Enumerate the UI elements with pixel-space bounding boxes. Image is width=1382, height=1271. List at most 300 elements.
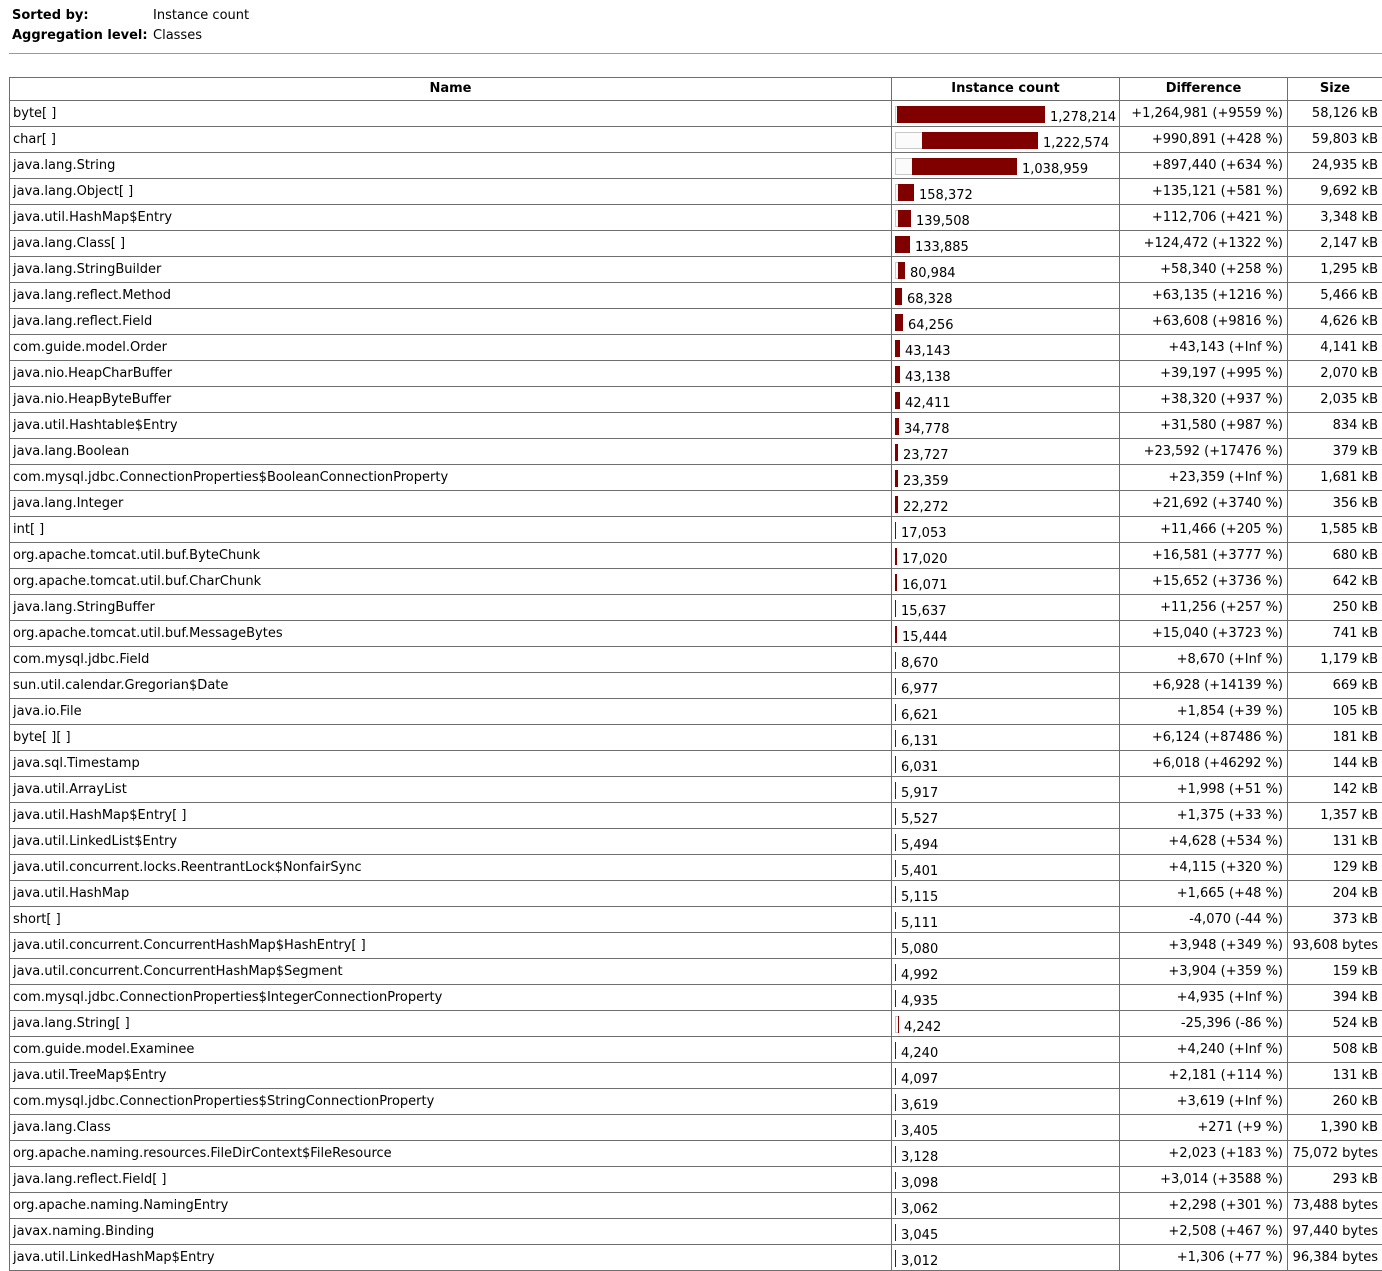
report-settings	[12, 6, 249, 46]
sorted-by-row	[12, 6, 249, 26]
table-row[interactable]	[10, 205, 1382, 231]
instance-count-value: 3,062	[901, 1202, 938, 1218]
instance-count-cell	[892, 907, 1120, 933]
sorted-by-value: Instance count	[153, 6, 249, 26]
table-header-row	[10, 78, 1382, 101]
column-header-size[interactable]: Size	[1288, 78, 1382, 101]
table-row[interactable]	[10, 1089, 1382, 1115]
instance-count-cell	[892, 621, 1120, 647]
instance-count-cell	[892, 959, 1120, 985]
instance-count-value: 4,242	[904, 1020, 941, 1036]
size-cell: 142 kB	[1288, 777, 1382, 803]
instance-count-value: 17,053	[901, 526, 947, 542]
instance-count-value: 8,670	[901, 656, 938, 672]
table-row[interactable]	[10, 179, 1382, 205]
instance-count-bar	[895, 340, 900, 357]
instance-count-cell	[892, 309, 1120, 335]
table-row[interactable]	[10, 1219, 1382, 1245]
instance-count-cell	[892, 855, 1120, 881]
instance-count-cell	[892, 439, 1120, 465]
instance-count-value: 1,038,959	[1022, 162, 1088, 178]
class-name-cell: org.apache.naming.resources.FileDirContext$FileResource	[10, 1141, 892, 1167]
instance-count-bar	[895, 288, 902, 305]
column-header-difference[interactable]: Difference	[1120, 78, 1288, 101]
instance-count-bar	[895, 1120, 896, 1137]
size-cell: 131 kB	[1288, 1063, 1382, 1089]
instance-count-value: 1,278,214	[1050, 110, 1116, 126]
instance-count-value: 5,111	[901, 916, 938, 932]
size-cell: 669 kB	[1288, 673, 1382, 699]
instance-count-value: 5,494	[901, 838, 938, 854]
instance-count-cell	[892, 1167, 1120, 1193]
instance-count-value: 158,372	[919, 188, 973, 204]
instance-count-value: 15,444	[902, 630, 948, 646]
class-name-cell: org.apache.tomcat.util.buf.CharChunk	[10, 569, 892, 595]
difference-cell: +2,181 (+114 %)	[1120, 1063, 1288, 1089]
instance-count-bar	[898, 184, 914, 201]
size-cell: 2,035 kB	[1288, 387, 1382, 413]
instance-count-cell	[892, 179, 1120, 205]
class-name-cell: java.sql.Timestamp	[10, 751, 892, 777]
table-row[interactable]	[10, 491, 1382, 517]
class-name-cell: java.util.TreeMap$Entry	[10, 1063, 892, 1089]
difference-cell: +1,665 (+48 %)	[1120, 881, 1288, 907]
size-cell: 1,681 kB	[1288, 465, 1382, 491]
table-row[interactable]	[10, 725, 1382, 751]
difference-cell: +43,143 (+Inf %)	[1120, 335, 1288, 361]
class-name-cell: java.util.LinkedList$Entry	[10, 829, 892, 855]
instance-count-bar	[895, 522, 896, 539]
difference-cell: +23,359 (+Inf %)	[1120, 465, 1288, 491]
difference-cell: +2,023 (+183 %)	[1120, 1141, 1288, 1167]
table-row[interactable]	[10, 1193, 1382, 1219]
instance-count-cell	[892, 153, 1120, 179]
class-name-cell: org.apache.tomcat.util.buf.MessageBytes	[10, 621, 892, 647]
size-cell: 293 kB	[1288, 1167, 1382, 1193]
difference-cell: +3,014 (+3588 %)	[1120, 1167, 1288, 1193]
class-name-cell: java.util.concurrent.ConcurrentHashMap$HashEntry[ ]	[10, 933, 892, 959]
class-name-cell: com.mysql.jdbc.ConnectionProperties$IntegerConnectionProperty	[10, 985, 892, 1011]
instance-count-cell	[892, 543, 1120, 569]
instance-count-cell	[892, 231, 1120, 257]
class-name-cell: java.lang.String	[10, 153, 892, 179]
instance-count-value: 23,359	[903, 474, 949, 490]
difference-cell: +1,854 (+39 %)	[1120, 699, 1288, 725]
class-name-cell: com.mysql.jdbc.Field	[10, 647, 892, 673]
instance-count-bar	[895, 236, 910, 253]
instance-count-cell	[892, 1219, 1120, 1245]
table-row[interactable]	[10, 777, 1382, 803]
instance-count-bar	[897, 106, 1045, 123]
table-row[interactable]	[10, 621, 1382, 647]
size-cell: 2,070 kB	[1288, 361, 1382, 387]
class-name-cell: java.io.File	[10, 699, 892, 725]
instance-count-bar	[895, 652, 896, 669]
table-row[interactable]	[10, 881, 1382, 907]
table-row[interactable]	[10, 1167, 1382, 1193]
instance-count-cell	[892, 595, 1120, 621]
table-row[interactable]	[10, 439, 1382, 465]
size-cell: 204 kB	[1288, 881, 1382, 907]
instance-count-cell	[892, 517, 1120, 543]
instance-count-bar	[895, 886, 896, 903]
difference-cell: +1,375 (+33 %)	[1120, 803, 1288, 829]
column-header-instance-count[interactable]: Instance count	[892, 78, 1120, 101]
table-row[interactable]	[10, 803, 1382, 829]
size-cell: 2,147 kB	[1288, 231, 1382, 257]
instance-count-value: 42,411	[905, 396, 951, 412]
class-name-cell: java.util.concurrent.ConcurrentHashMap$Segment	[10, 959, 892, 985]
difference-cell: +4,935 (+Inf %)	[1120, 985, 1288, 1011]
instance-count-value: 43,138	[905, 370, 951, 386]
instance-count-cell	[892, 1245, 1120, 1271]
table-row[interactable]	[10, 153, 1382, 179]
difference-cell: +15,040 (+3723 %)	[1120, 621, 1288, 647]
class-name-cell: java.lang.StringBuilder	[10, 257, 892, 283]
instance-count-cell	[892, 335, 1120, 361]
table-row[interactable]	[10, 985, 1382, 1011]
instance-count-value: 1,222,574	[1043, 136, 1109, 152]
class-name-cell: org.apache.naming.NamingEntry	[10, 1193, 892, 1219]
table-row[interactable]	[10, 101, 1382, 127]
difference-cell: +15,652 (+3736 %)	[1120, 569, 1288, 595]
instance-count-cell	[892, 725, 1120, 751]
table-row[interactable]	[10, 1141, 1382, 1167]
instance-count-bar	[895, 834, 896, 851]
difference-cell: +4,628 (+534 %)	[1120, 829, 1288, 855]
instance-count-bar	[895, 496, 898, 513]
table-row[interactable]	[10, 1011, 1382, 1037]
instance-count-bar	[898, 262, 905, 279]
table-row[interactable]	[10, 127, 1382, 153]
table-row[interactable]	[10, 543, 1382, 569]
instance-count-bar	[895, 782, 896, 799]
size-cell: 93,608 bytes	[1288, 933, 1382, 959]
instance-count-value: 4,935	[901, 994, 938, 1010]
size-cell: 260 kB	[1288, 1089, 1382, 1115]
size-cell: 524 kB	[1288, 1011, 1382, 1037]
table-row[interactable]	[10, 673, 1382, 699]
instance-count-value: 3,619	[901, 1098, 938, 1114]
table-row[interactable]	[10, 751, 1382, 777]
difference-cell: +2,508 (+467 %)	[1120, 1219, 1288, 1245]
class-name-cell: java.nio.HeapByteBuffer	[10, 387, 892, 413]
instance-count-bar	[895, 626, 897, 643]
instance-count-cell	[892, 699, 1120, 725]
instance-table	[9, 77, 1382, 1271]
difference-cell: +23,592 (+17476 %)	[1120, 439, 1288, 465]
instance-count-value: 68,328	[907, 292, 953, 308]
table-row[interactable]	[10, 1115, 1382, 1141]
table-row[interactable]	[10, 569, 1382, 595]
class-name-cell: java.lang.Integer	[10, 491, 892, 517]
instance-count-cell	[892, 803, 1120, 829]
difference-cell: +3,904 (+359 %)	[1120, 959, 1288, 985]
difference-cell: +124,472 (+1322 %)	[1120, 231, 1288, 257]
instance-count-value: 6,131	[901, 734, 938, 750]
instance-count-cell	[892, 127, 1120, 153]
instance-count-bar	[895, 730, 896, 747]
table-row[interactable]	[10, 309, 1382, 335]
class-name-cell: com.mysql.jdbc.ConnectionProperties$StringConnectionProperty	[10, 1089, 892, 1115]
table-row[interactable]	[10, 1245, 1382, 1271]
instance-count-cell	[892, 569, 1120, 595]
instance-count-value: 3,045	[901, 1228, 938, 1244]
difference-cell: +271 (+9 %)	[1120, 1115, 1288, 1141]
instance-count-bar	[895, 990, 896, 1007]
size-cell: 59,803 kB	[1288, 127, 1382, 153]
instance-count-value: 139,508	[916, 214, 970, 230]
difference-cell: +897,440 (+634 %)	[1120, 153, 1288, 179]
instance-count-value: 22,272	[903, 500, 949, 516]
instance-count-bar	[895, 912, 896, 929]
instance-count-value: 80,984	[910, 266, 956, 282]
instance-count-value: 17,020	[902, 552, 948, 568]
table-row[interactable]	[10, 335, 1382, 361]
instance-count-value: 15,637	[901, 604, 947, 620]
instance-count-bar	[895, 548, 897, 565]
instance-count-value: 4,992	[901, 968, 938, 984]
class-name-cell: com.guide.model.Examinee	[10, 1037, 892, 1063]
table-row[interactable]	[10, 647, 1382, 673]
class-name-cell: short[ ]	[10, 907, 892, 933]
difference-cell: +112,706 (+421 %)	[1120, 205, 1288, 231]
difference-cell: +63,608 (+9816 %)	[1120, 309, 1288, 335]
class-name-cell: java.lang.reflect.Method	[10, 283, 892, 309]
table-row[interactable]	[10, 465, 1382, 491]
previous-count-bar	[895, 132, 922, 149]
table-row[interactable]	[10, 829, 1382, 855]
size-cell: 97,440 bytes	[1288, 1219, 1382, 1245]
table-row[interactable]	[10, 283, 1382, 309]
class-name-cell: java.lang.reflect.Field	[10, 309, 892, 335]
instance-count-value: 3,098	[901, 1176, 938, 1192]
difference-cell: +39,197 (+995 %)	[1120, 361, 1288, 387]
table-row[interactable]	[10, 413, 1382, 439]
instance-count-bar	[895, 314, 903, 331]
instance-count-value: 64,256	[908, 318, 954, 334]
class-name-cell: java.nio.HeapCharBuffer	[10, 361, 892, 387]
instance-count-value: 4,097	[901, 1072, 938, 1088]
difference-cell: +4,240 (+Inf %)	[1120, 1037, 1288, 1063]
instance-count-cell	[892, 465, 1120, 491]
instance-count-bar	[912, 158, 1017, 175]
class-name-cell: sun.util.calendar.Gregorian$Date	[10, 673, 892, 699]
class-name-cell: java.util.Hashtable$Entry	[10, 413, 892, 439]
table-row[interactable]	[10, 699, 1382, 725]
difference-cell: +21,692 (+3740 %)	[1120, 491, 1288, 517]
size-cell: 373 kB	[1288, 907, 1382, 933]
size-cell: 144 kB	[1288, 751, 1382, 777]
table-row[interactable]	[10, 959, 1382, 985]
class-name-cell: com.mysql.jdbc.ConnectionProperties$BooleanConnectionProperty	[10, 465, 892, 491]
difference-cell: +990,891 (+428 %)	[1120, 127, 1288, 153]
size-cell: 105 kB	[1288, 699, 1382, 725]
instance-count-bar	[895, 808, 896, 825]
instance-count-bar	[895, 1198, 896, 1215]
difference-cell: +38,320 (+937 %)	[1120, 387, 1288, 413]
instance-count-cell	[892, 751, 1120, 777]
instance-count-cell	[892, 829, 1120, 855]
table-row[interactable]	[10, 1063, 1382, 1089]
aggregation-value: Classes	[153, 26, 202, 46]
class-name-cell: java.lang.Class[ ]	[10, 231, 892, 257]
instance-count-bar	[895, 938, 896, 955]
size-cell: 741 kB	[1288, 621, 1382, 647]
instance-count-value: 5,527	[901, 812, 938, 828]
class-name-cell: char[ ]	[10, 127, 892, 153]
instance-count-cell	[892, 1037, 1120, 1063]
difference-cell: +6,124 (+87486 %)	[1120, 725, 1288, 751]
instance-count-bar	[895, 1146, 896, 1163]
instance-count-value: 23,727	[903, 448, 949, 464]
instance-count-value: 43,143	[905, 344, 951, 360]
difference-cell: +2,298 (+301 %)	[1120, 1193, 1288, 1219]
class-name-cell: java.lang.Boolean	[10, 439, 892, 465]
difference-cell: +63,135 (+1216 %)	[1120, 283, 1288, 309]
instance-count-cell	[892, 361, 1120, 387]
class-name-cell: byte[ ]	[10, 101, 892, 127]
table-row[interactable]	[10, 855, 1382, 881]
difference-cell: +8,670 (+Inf %)	[1120, 647, 1288, 673]
size-cell: 129 kB	[1288, 855, 1382, 881]
size-cell: 9,692 kB	[1288, 179, 1382, 205]
size-cell: 4,626 kB	[1288, 309, 1382, 335]
instance-count-cell	[892, 1089, 1120, 1115]
size-cell: 1,179 kB	[1288, 647, 1382, 673]
instance-count-cell	[892, 101, 1120, 127]
aggregation-label: Aggregation level:	[12, 26, 153, 46]
instance-count-cell	[892, 1193, 1120, 1219]
class-name-cell: java.lang.String[ ]	[10, 1011, 892, 1037]
instance-count-bar	[895, 1250, 896, 1267]
instance-count-cell	[892, 647, 1120, 673]
instance-count-cell	[892, 283, 1120, 309]
class-name-cell: java.lang.Object[ ]	[10, 179, 892, 205]
table-row[interactable]	[10, 517, 1382, 543]
size-cell: 73,488 bytes	[1288, 1193, 1382, 1219]
class-name-cell: java.util.HashMap$Entry[ ]	[10, 803, 892, 829]
instance-count-cell	[892, 881, 1120, 907]
class-name-cell: org.apache.tomcat.util.buf.ByteChunk	[10, 543, 892, 569]
instance-count-bar	[895, 704, 896, 721]
size-cell: 96,384 bytes	[1288, 1245, 1382, 1271]
instance-count-bar	[895, 1172, 896, 1189]
instance-count-cell	[892, 387, 1120, 413]
size-cell: 1,390 kB	[1288, 1115, 1382, 1141]
size-cell: 1,585 kB	[1288, 517, 1382, 543]
instance-count-bar	[895, 1094, 896, 1111]
instance-count-bar	[922, 132, 1038, 149]
instance-count-bar	[895, 366, 900, 383]
size-cell: 834 kB	[1288, 413, 1382, 439]
instance-count-value: 4,240	[901, 1046, 938, 1062]
instance-count-value: 16,071	[902, 578, 948, 594]
size-cell: 508 kB	[1288, 1037, 1382, 1063]
size-cell: 75,072 bytes	[1288, 1141, 1382, 1167]
size-cell: 356 kB	[1288, 491, 1382, 517]
size-cell: 24,935 kB	[1288, 153, 1382, 179]
difference-cell: +3,619 (+Inf %)	[1120, 1089, 1288, 1115]
size-cell: 5,466 kB	[1288, 283, 1382, 309]
difference-cell: +135,121 (+581 %)	[1120, 179, 1288, 205]
class-name-cell: java.lang.reflect.Field[ ]	[10, 1167, 892, 1193]
class-name-cell: java.util.LinkedHashMap$Entry	[10, 1245, 892, 1271]
table-row[interactable]	[10, 387, 1382, 413]
class-name-cell: java.util.HashMap	[10, 881, 892, 907]
column-header-name[interactable]: Name	[10, 78, 892, 101]
class-name-cell: java.util.concurrent.locks.ReentrantLock$NonfairSync	[10, 855, 892, 881]
instance-count-value: 5,917	[901, 786, 938, 802]
previous-count-bar	[895, 158, 912, 175]
difference-cell: +1,264,981 (+9559 %)	[1120, 101, 1288, 127]
table-row[interactable]	[10, 907, 1382, 933]
instance-count-bar	[895, 418, 899, 435]
table-row[interactable]	[10, 1037, 1382, 1063]
difference-cell: +3,948 (+349 %)	[1120, 933, 1288, 959]
instance-count-value: 6,977	[901, 682, 938, 698]
instance-count-bar	[895, 470, 898, 487]
difference-cell: +11,256 (+257 %)	[1120, 595, 1288, 621]
size-cell: 1,357 kB	[1288, 803, 1382, 829]
instance-count-value: 5,401	[901, 864, 938, 880]
instance-count-bar	[898, 210, 911, 227]
instance-count-value: 5,080	[901, 942, 938, 958]
table-row[interactable]	[10, 595, 1382, 621]
aggregation-row	[12, 26, 249, 46]
instance-count-value: 6,621	[901, 708, 938, 724]
difference-cell: +4,115 (+320 %)	[1120, 855, 1288, 881]
class-name-cell: com.guide.model.Order	[10, 335, 892, 361]
instance-count-cell	[892, 257, 1120, 283]
instance-count-cell	[892, 1063, 1120, 1089]
size-cell: 250 kB	[1288, 595, 1382, 621]
instance-count-cell	[892, 205, 1120, 231]
instance-count-value: 5,115	[901, 890, 938, 906]
size-cell: 1,295 kB	[1288, 257, 1382, 283]
difference-cell: +31,580 (+987 %)	[1120, 413, 1288, 439]
table-row[interactable]	[10, 257, 1382, 283]
size-cell: 58,126 kB	[1288, 101, 1382, 127]
size-cell: 680 kB	[1288, 543, 1382, 569]
instance-count-bar	[895, 444, 898, 461]
table-row[interactable]	[10, 231, 1382, 257]
instance-count-cell	[892, 777, 1120, 803]
class-name-cell: java.lang.StringBuffer	[10, 595, 892, 621]
table-row[interactable]	[10, 361, 1382, 387]
table-row[interactable]	[10, 933, 1382, 959]
difference-cell: +6,018 (+46292 %)	[1120, 751, 1288, 777]
instance-count-cell	[892, 491, 1120, 517]
instance-count-value: 6,031	[901, 760, 938, 776]
instance-count-value: 3,405	[901, 1124, 938, 1140]
instance-count-cell	[892, 413, 1120, 439]
class-name-cell: javax.naming.Binding	[10, 1219, 892, 1245]
size-cell: 181 kB	[1288, 725, 1382, 751]
difference-cell: -25,396 (-86 %)	[1120, 1011, 1288, 1037]
difference-cell: +6,928 (+14139 %)	[1120, 673, 1288, 699]
instance-count-cell	[892, 1141, 1120, 1167]
instance-count-cell	[892, 933, 1120, 959]
instance-count-bar	[895, 860, 896, 877]
difference-cell: +16,581 (+3777 %)	[1120, 543, 1288, 569]
instance-count-bar	[895, 756, 896, 773]
class-name-cell: int[ ]	[10, 517, 892, 543]
class-name-cell: java.util.ArrayList	[10, 777, 892, 803]
difference-cell: +11,466 (+205 %)	[1120, 517, 1288, 543]
instance-count-bar	[895, 1224, 896, 1241]
instance-count-cell	[892, 673, 1120, 699]
